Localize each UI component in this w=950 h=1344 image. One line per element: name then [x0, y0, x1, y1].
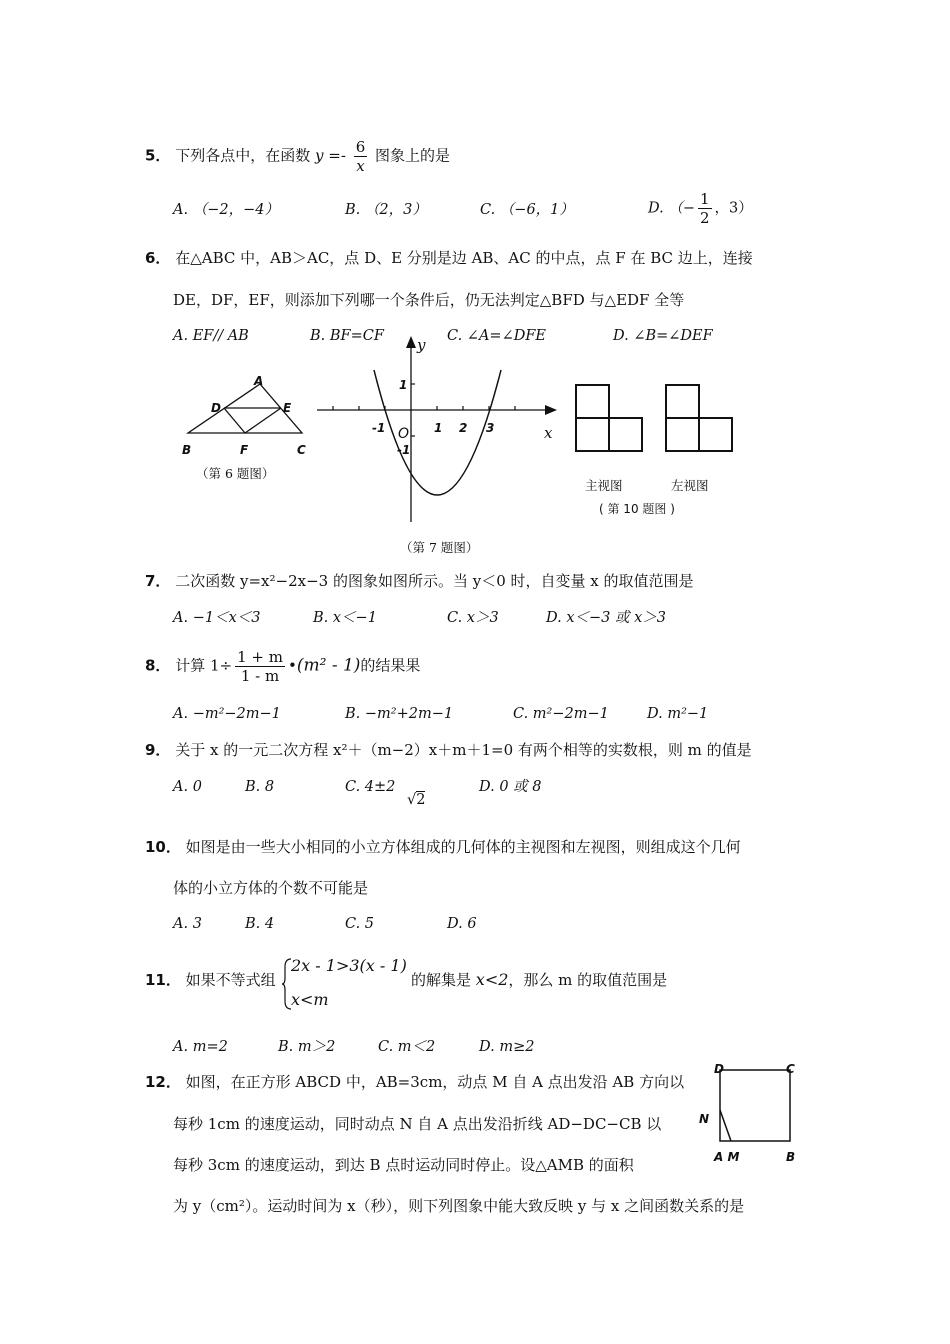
fig10-front-view: [574, 383, 644, 453]
fig7-y-axis-label: y: [417, 336, 426, 354]
q11-inequality-1: 2x - 1>3(x - 1): [291, 956, 407, 975]
q9-option-c: [345, 777, 395, 797]
fig12-label-am: A M: [714, 1150, 740, 1164]
q11-option-d: D. m≥2: [479, 1039, 535, 1055]
q12-stem-line3: 每秒 3cm 的速度运动，到达 B 点时运动同时停止。设△AMB 的面积: [173, 1156, 634, 1174]
q11-text-a: 如果不等式组: [185, 971, 276, 989]
q11-stem-a: [145, 970, 276, 990]
q7-option-c: C. x＞3: [447, 610, 499, 626]
q11-text-c: ，那么 m 的取值范围是: [508, 971, 668, 989]
q6-stem-line1: [145, 248, 753, 268]
fig7-tick-1x: 1: [434, 421, 443, 435]
sqrt-icon: √: [407, 792, 417, 808]
q5-option-d-den: 2: [699, 209, 710, 227]
q5-text-a: 下列各点中，在函数: [175, 146, 311, 165]
q10-option-b: B. 4: [245, 916, 275, 932]
q12-text-line1: 如图，在正方形 ABCD 中，AB=3cm，动点 M 自 A 点出发沿 AB 方向以: [185, 1073, 685, 1091]
fig7-tick-2x: 2: [459, 421, 468, 435]
fig6-label-c: C: [297, 443, 306, 457]
fig7-tick-neg1x: -1: [372, 421, 386, 435]
q11-option-c: C. m＜2: [378, 1039, 436, 1055]
q5-fraction: [354, 138, 368, 175]
q9-stem: [145, 740, 752, 760]
q5-option-c: C. （−6，1）: [480, 202, 574, 218]
q7-option-d: D. x＜−3 或 x＞3: [546, 610, 666, 626]
segment-nm: [720, 1110, 731, 1141]
fig12-square-diagram: [718, 1068, 798, 1148]
x-axis-arrow: [545, 405, 557, 415]
fig12-label-c: C: [786, 1062, 795, 1076]
fig7-x-axis-label: x: [544, 424, 553, 442]
q5-text-b: 图象上的是: [375, 146, 451, 165]
q11-text-b: 的解集是: [411, 971, 472, 989]
fig6-caption: （第 6 题图）: [196, 466, 275, 481]
q7-number: 7．: [145, 572, 171, 590]
q8-stem: [145, 648, 420, 685]
q9-option-b: B. 8: [245, 779, 275, 795]
q5-option-d-post: ，3）: [714, 200, 753, 217]
q11-inequality-2: x<m: [291, 990, 329, 1009]
q5-option-d: [648, 190, 753, 227]
q8-text-a: 计算 1÷: [175, 656, 233, 675]
q12-stem-line1: [145, 1072, 684, 1092]
q8-fraction: [235, 648, 285, 685]
q6-stem-line2: DE，DF，EF，则添加下列哪一个条件后，仍无法判定△BFD 与△EDF 全等: [173, 291, 685, 309]
q8-paren: (m² - 1): [296, 655, 361, 676]
fig6-label-a: A: [254, 374, 264, 388]
fig10-caption: ( 第 10 题图 ): [599, 502, 675, 516]
q5-stem: [145, 138, 450, 175]
square-abcd: [720, 1070, 790, 1141]
fig6-label-f: F: [240, 443, 249, 457]
q8-number: 8．: [145, 656, 171, 675]
q5-option-d-frac: [698, 190, 712, 227]
segment-ef: [245, 408, 281, 433]
q5-frac-num: 6: [355, 138, 366, 156]
q8-option-a: A. −m²−2m−1: [173, 706, 281, 722]
fig10-left-view: [664, 383, 734, 453]
q9-text: 关于 x 的一元二次方程 x²＋（m−2）x＋m＋1=0 有两个相等的实数根，则 m 的值是: [175, 741, 752, 759]
fig6-label-d: D: [211, 401, 221, 415]
q5-frac-den: x: [356, 157, 365, 175]
q9-option-a: A. 0: [173, 779, 202, 795]
q5-option-a: A. （−2，−4）: [173, 202, 279, 218]
q11-option-a: A. m=2: [173, 1039, 228, 1055]
q8-option-b: B. −m²+2m−1: [345, 706, 454, 722]
q11-solution: x<2: [475, 970, 509, 989]
fig12-label-n: N: [699, 1112, 710, 1126]
fig7-tick-neg1y: -1: [397, 443, 411, 457]
q12-number: 12．: [145, 1073, 181, 1091]
y-axis-arrow: [406, 336, 416, 348]
q5-function-lhs: y =-: [315, 146, 346, 165]
fig10-front-view-label: 主视图: [585, 478, 623, 493]
q5-option-d-num: 1: [699, 190, 710, 208]
q8-dot: •: [287, 656, 297, 675]
q8-frac-den: 1 - m: [240, 667, 280, 685]
fig7-origin: O: [398, 426, 410, 442]
q11-option-b: B. m＞2: [278, 1039, 336, 1055]
fig10-left-view-label: 左视图: [671, 478, 709, 493]
q7-option-a: A. −1＜x＜3: [173, 610, 261, 626]
fig12-label-b: B: [786, 1150, 796, 1164]
q7-stem: [145, 571, 694, 591]
q9-number: 9．: [145, 741, 171, 759]
q6-option-b: B. BF=CF: [310, 328, 384, 344]
q12-stem-line2: 每秒 1cm 的速度运动，同时动点 N 自 A 点出发沿折线 AD−DC−CB 以: [173, 1115, 662, 1133]
q7-option-b: B. x＜−1: [313, 610, 377, 626]
q9-option-c-sqrt: [407, 790, 425, 810]
q6-option-a: A. EF// AB: [173, 328, 249, 344]
q7-text: 二次函数 y=x²−2x−3 的图象如图所示。当 y＜0 时，自变量 x 的取值范围是: [175, 572, 694, 590]
q10-option-d: D. 6: [447, 916, 477, 932]
q10-text-line1: 如图是由一些大小相同的小立方体组成的几何体的主视图和左视图，则组成这个几何: [185, 838, 741, 856]
fig7-caption: （第 7 题图）: [400, 540, 479, 555]
fig7-tick-3x: 3: [486, 421, 495, 435]
q6-option-c: C. ∠A=∠DFE: [447, 328, 546, 344]
q6-number: 6．: [145, 249, 171, 267]
q8-option-d: D. m²−1: [647, 706, 709, 722]
q9-option-c-root: 2: [416, 792, 426, 808]
fig6-label-b: B: [182, 443, 192, 457]
q6-text-line1: 在△ABC 中，AB＞AC，点 D、E 分别是边 AB、AC 的中点，点 F 在 BC 边上，连接: [175, 249, 753, 267]
q8-frac-num: 1 + m: [237, 648, 283, 666]
q10-option-a: A. 3: [173, 916, 202, 932]
q9-option-c-pre: C. 4±2: [345, 779, 396, 795]
q9-option-d: D. 0 或 8: [479, 779, 542, 795]
q5-option-b: B. （2，3）: [345, 202, 427, 218]
fig7-tick-1y: 1: [399, 378, 408, 392]
q5-option-d-pre: D. （−: [648, 200, 695, 217]
q5-number: 5．: [145, 146, 171, 165]
q11-stem-b: [411, 970, 667, 990]
q11-number: 11．: [145, 971, 181, 989]
segment-df: [224, 408, 245, 433]
q8-text-b: 的结果果: [360, 656, 421, 675]
fig12-label-d: D: [714, 1062, 724, 1076]
q10-stem-line2: 体的小立方体的个数不可能是: [173, 879, 369, 897]
q10-number: 10．: [145, 838, 181, 856]
fig6-label-e: E: [283, 401, 292, 415]
q8-option-c: C. m²−2m−1: [513, 706, 609, 722]
q12-stem-line4: 为 y（cm²）。运动时间为 x（秒），则下列图象中能大致反映 y 与 x 之间函数关系的是: [173, 1197, 745, 1215]
q10-option-c: C. 5: [345, 916, 375, 932]
q10-stem-line1: [145, 837, 741, 857]
q6-option-d: D. ∠B=∠DEF: [613, 328, 713, 344]
